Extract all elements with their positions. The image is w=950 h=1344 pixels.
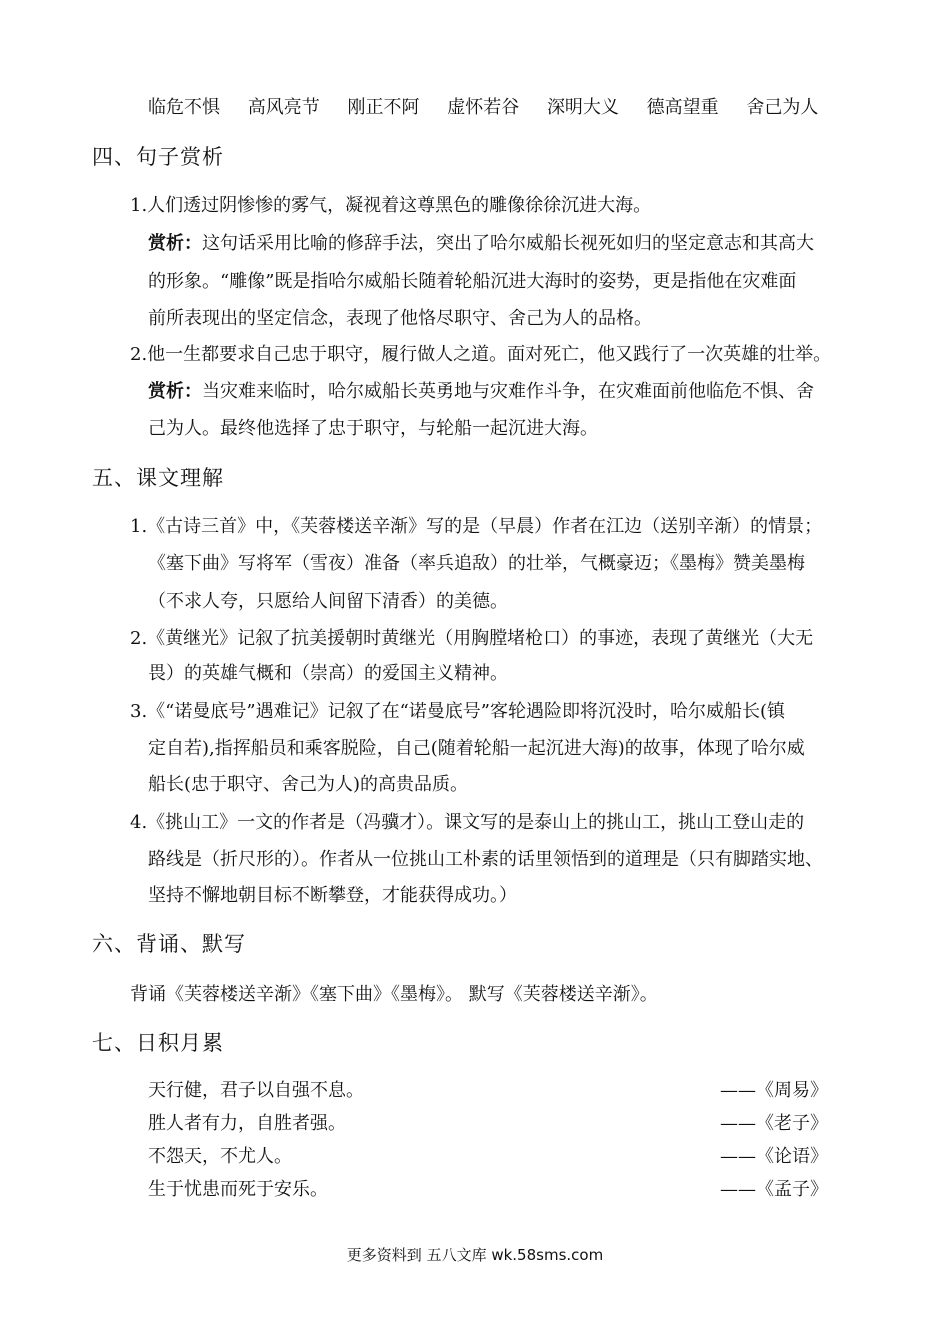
quote-text: 天行健，君子以自强不息。 [148, 1080, 364, 1101]
idiom: 深明大义 [546, 97, 619, 118]
comprehension-line: 船长(忠于职守、舍己为人)的高贵品质。 [148, 774, 469, 795]
idiom-list [148, 96, 840, 120]
quote-source: ——《孟子》 [720, 1179, 828, 1200]
comprehension-line: 2.《黄继光》记叙了抗美援朝时黄继光（用胸膛堵枪口）的事迹，表现了黄继光（大无 [130, 628, 814, 649]
idiom: 虚怀若谷 [447, 97, 520, 118]
quote-row [148, 1079, 828, 1103]
section-5-heading: 五、课文理解 [92, 466, 224, 490]
idiom: 舍己为人 [746, 97, 819, 118]
analysis-label: 赏析： [148, 233, 202, 254]
quote-text: 不怨天，不尤人。 [148, 1146, 292, 1167]
analysis-1-line-3: 前所表现出的坚定信念，表现了他恪尽职守、舍己为人的品格。 [148, 308, 652, 329]
quote-text: 胜人者有力，自胜者强。 [148, 1113, 346, 1134]
comprehension-line: 坚持不懈地朝目标不断攀登，才能获得成功。） [148, 885, 517, 906]
analysis-2-line-2: 己为人。最终他选择了忠于职守，与轮船一起沉进大海。 [148, 418, 598, 439]
analysis-text: 当灾难来临时，哈尔威船长英勇地与灾难作斗争，在灾难面前他临危不惧、舍 [202, 381, 814, 402]
idiom: 刚正不阿 [347, 97, 420, 118]
comprehension-line: 3.《“诺曼底号”遇难记》记叙了在“诺曼底号”客轮遇险即将沉没时，哈尔威船长(镇 [130, 701, 786, 722]
sentence-2: 2.他一生都要求自己忠于职守，履行做人之道。面对死亡，他又践行了一次英雄的壮举。 [130, 344, 832, 365]
comprehension-line: 《塞下曲》写将军（雪夜）准备（率兵追敌）的壮举，气概豪迈；《墨梅》赞美墨梅 [148, 553, 805, 574]
comprehension-line: 路线是（折尺形的）。作者从一位挑山工朴素的话里领悟到的道理是（只有脚踏实地、 [148, 849, 823, 870]
comprehension-line: 畏）的英雄气概和（崇高）的爱国主义精神。 [148, 663, 508, 684]
quote-row [148, 1178, 828, 1202]
comprehension-line: 4.《挑山工》一文的作者是（冯骥才）。课文写的是泰山上的挑山工，挑山工登山走的 [130, 812, 805, 833]
recite-text: 背诵《芙蓉楼送辛渐》《塞下曲》《墨梅》。 默写《芙蓉楼送辛渐》。 [130, 984, 658, 1005]
analysis-2-line-1 [148, 380, 814, 404]
quote-text: 生于忧患而死于安乐。 [148, 1179, 328, 1200]
analysis-1-line-1 [148, 232, 814, 256]
idiom: 德高望重 [646, 97, 719, 118]
section-4-heading: 四、句子赏析 [92, 145, 224, 169]
section-6-heading: 六、背诵、默写 [92, 932, 246, 956]
analysis-text: 这句话采用比喻的修辞手法，突出了哈尔威船长视死如归的坚定意志和其高大 [202, 233, 814, 254]
idiom: 高风亮节 [247, 97, 320, 118]
quote-source: ——《周易》 [720, 1080, 828, 1101]
quote-row [148, 1112, 828, 1136]
analysis-1-line-2: 的形象。“雕像”既是指哈尔威船长随着轮船沉进大海时的姿势，更是指他在灾难面 [148, 271, 797, 292]
quote-row [148, 1145, 828, 1169]
sentence-1: 1.人们透过阴惨惨的雾气，凝视着这尊黑色的雕像徐徐沉进大海。 [130, 195, 652, 216]
analysis-label: 赏析： [148, 381, 202, 402]
comprehension-line: 1.《古诗三首》中，《芙蓉楼送辛渐》写的是（早晨）作者在江边（送别辛渐）的情景； [130, 516, 823, 537]
section-7-heading: 七、日积月累 [92, 1031, 224, 1055]
quote-source: ——《论语》 [720, 1146, 828, 1167]
idiom: 临危不惧 [148, 97, 220, 118]
footer-link[interactable]: 更多资料到 五八文库 wk.58sms.com [346, 1246, 604, 1264]
comprehension-line: 定自若),指挥船员和乘客脱险，自己(随着轮船一起沉进大海)的故事，体现了哈尔威 [148, 738, 805, 759]
quote-source: ——《老子》 [720, 1113, 828, 1134]
comprehension-line: （不求人夸，只愿给人间留下清香）的美德。 [148, 591, 508, 612]
